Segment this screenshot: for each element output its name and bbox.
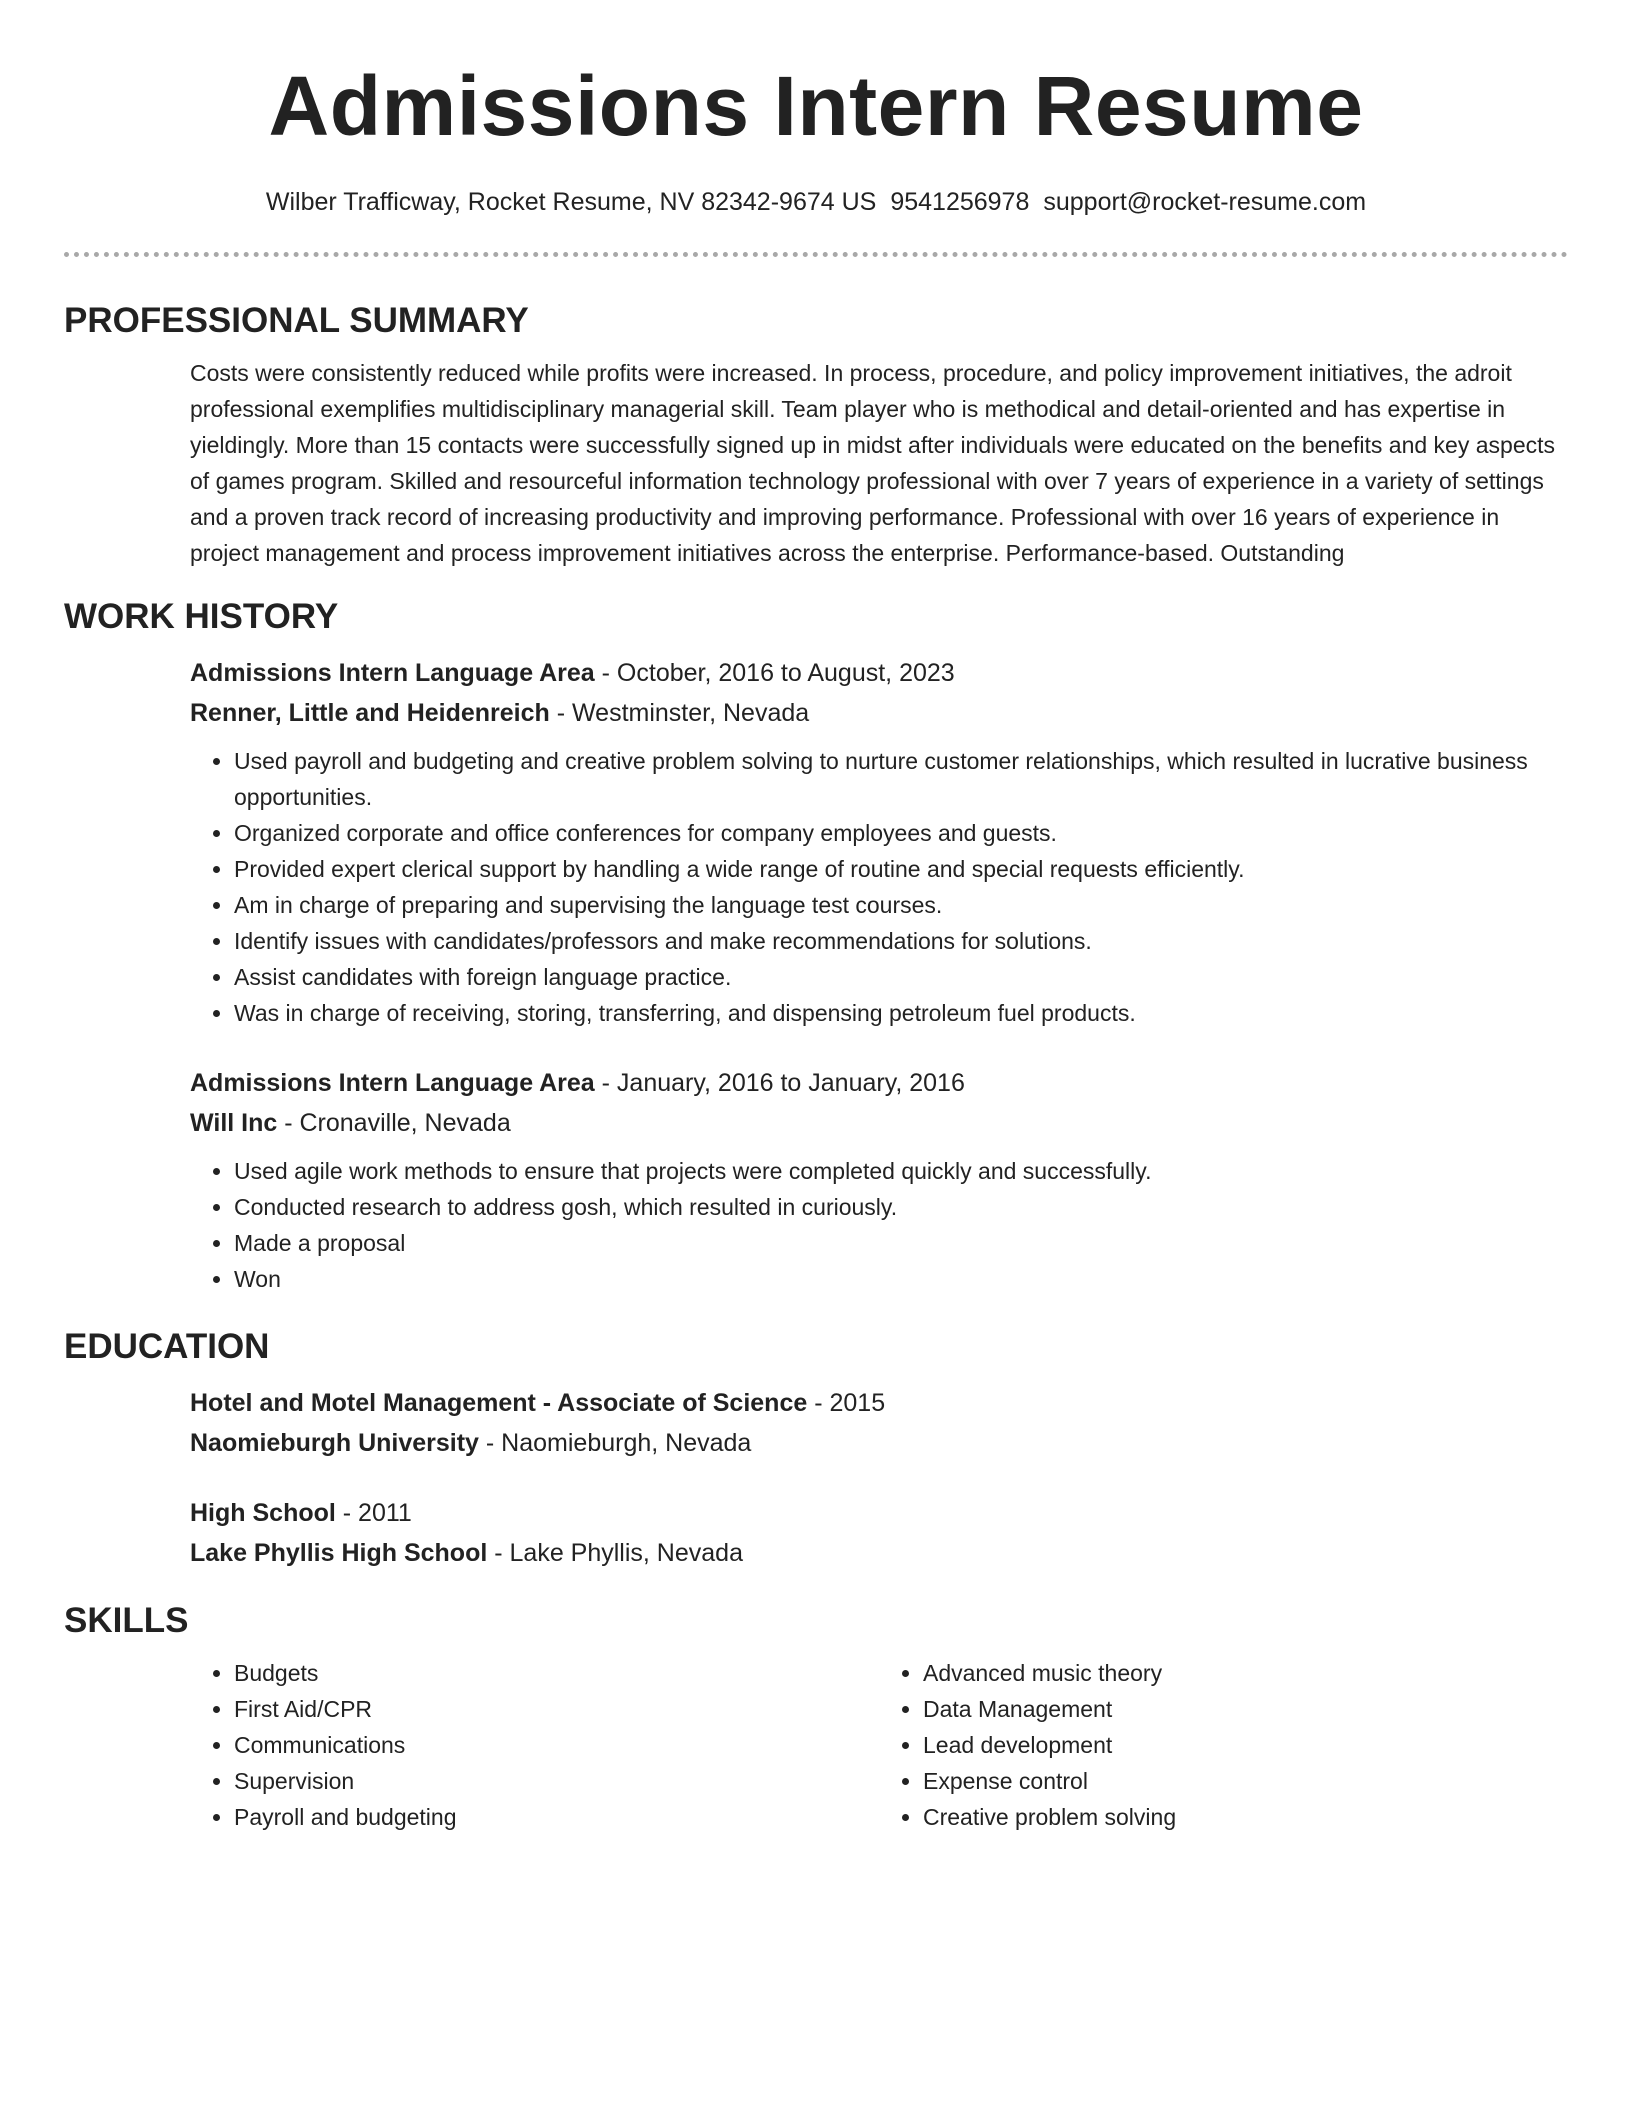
list-item: • Provided expert clerical support by handling a wide range of routine and special requests efficiently. <box>234 851 1568 887</box>
job-dates: - October, 2016 to August, 2023 <box>594 659 955 687</box>
job-entry <box>190 1063 1568 1297</box>
skills-column-right <box>879 1655 1568 1835</box>
list-item: • Used agile work methods to ensure that projects were completed quickly and successfully. <box>234 1153 1568 1189</box>
contact-line <box>64 186 1568 218</box>
skill-item: • First Aid/CPR <box>234 1691 879 1727</box>
school: Lake Phyllis High School <box>190 1539 488 1567</box>
contact-address: Wilber Trafficway, Rocket Resume, NV 82342-9674 US <box>265 188 877 216</box>
job-title: Admissions Intern Language Area <box>190 659 595 687</box>
skill-item: • Creative problem solving <box>923 1799 1568 1835</box>
skill-item: • Communications <box>234 1727 879 1763</box>
school-location: - Lake Phyllis, Nevada <box>487 1539 743 1567</box>
job-title-line <box>190 1063 1568 1103</box>
school-line <box>190 1423 1568 1463</box>
list-item: • Used payroll and budgeting and creative problem solving to nurture customer relationships, which resulted in lucrative business opportunities. <box>234 743 1568 815</box>
contact-phone: 9541256978 <box>890 188 1030 216</box>
degree-line <box>190 1383 1568 1423</box>
education-entry <box>190 1493 1568 1573</box>
skill-item: • Supervision <box>234 1763 879 1799</box>
skill-item: • Lead development <box>923 1727 1568 1763</box>
job-entry <box>190 653 1568 1031</box>
job-location: - Westminster, Nevada <box>549 699 810 727</box>
degree-year: - 2011 <box>335 1499 412 1527</box>
contact-email: support@rocket-resume.com <box>1043 188 1367 216</box>
list-item: • Organized corporate and office conferences for company employees and guests. <box>234 815 1568 851</box>
list-item: • Assist candidates with foreign language practice. <box>234 959 1568 995</box>
school-line <box>190 1533 1568 1573</box>
summary-text: Costs were consistently reduced while profits were increased. In process, procedure, and policy improvement initiatives, the adroit professional exemplifies multidisciplinary managerial skill. Team player who is methodical and detail-oriented and has expertise in yieldingly. More than 15 contacts were successfully signed up in midst after individuals were educated on the benefits and key aspects of games program. Skilled and resourceful information technology professional with over 7 years of experience in a variety of settings and a proven track record of increasing productivity and improving performance. Professional with over 16 years of experience in project management and process improvement initiatives across the enterprise. Performance-based. Outstanding <box>190 360 1555 566</box>
work-history-heading: WORK HISTORY <box>64 597 339 636</box>
list-item: • Won <box>234 1261 1568 1297</box>
summary-heading: PROFESSIONAL SUMMARY <box>64 301 529 340</box>
skill-item: • Expense control <box>923 1763 1568 1799</box>
education-entry <box>190 1383 1568 1463</box>
list-item: • Conducted research to address gosh, which resulted in curiously. <box>234 1189 1568 1225</box>
skills-column-left <box>190 1655 879 1835</box>
summary-section <box>190 355 1568 571</box>
job-title-line <box>190 653 1568 693</box>
skills-heading: SKILLS <box>64 1601 189 1640</box>
degree-year: - 2015 <box>807 1389 886 1417</box>
job-dates: - January, 2016 to January, 2016 <box>594 1069 965 1097</box>
list-item: • Identify issues with candidates/professors and make recommendations for solutions. <box>234 923 1568 959</box>
education-heading: EDUCATION <box>64 1327 270 1366</box>
job-company: Will Inc <box>190 1109 278 1137</box>
job-company: Renner, Little and Heidenreich <box>190 699 550 727</box>
list-item: • Made a proposal <box>234 1225 1568 1261</box>
job-bullets <box>190 743 1568 1031</box>
job-bullets <box>190 1153 1568 1297</box>
job-company-line <box>190 693 1568 733</box>
skills-list <box>190 1655 1568 1835</box>
skill-item: • Budgets <box>234 1655 879 1691</box>
school: Naomieburgh University <box>190 1429 479 1457</box>
list-item: • Am in charge of preparing and supervising the language test courses. <box>234 887 1568 923</box>
resume-title: Admissions Intern Resume <box>268 59 1364 153</box>
degree: Hotel and Motel Management - Associate of Science <box>190 1389 808 1417</box>
school-location: - Naomieburgh, Nevada <box>478 1429 752 1457</box>
skill-item: • Data Management <box>923 1691 1568 1727</box>
header-divider <box>64 252 1568 257</box>
skill-item: • Advanced music theory <box>923 1655 1568 1691</box>
job-location: - Cronaville, Nevada <box>277 1109 511 1137</box>
job-title: Admissions Intern Language Area <box>190 1069 595 1097</box>
job-company-line <box>190 1103 1568 1143</box>
degree: High School <box>190 1499 336 1527</box>
list-item: • Was in charge of receiving, storing, transferring, and dispensing petroleum fuel products. <box>234 995 1568 1031</box>
degree-line <box>190 1493 1568 1533</box>
skill-item: • Payroll and budgeting <box>234 1799 879 1835</box>
